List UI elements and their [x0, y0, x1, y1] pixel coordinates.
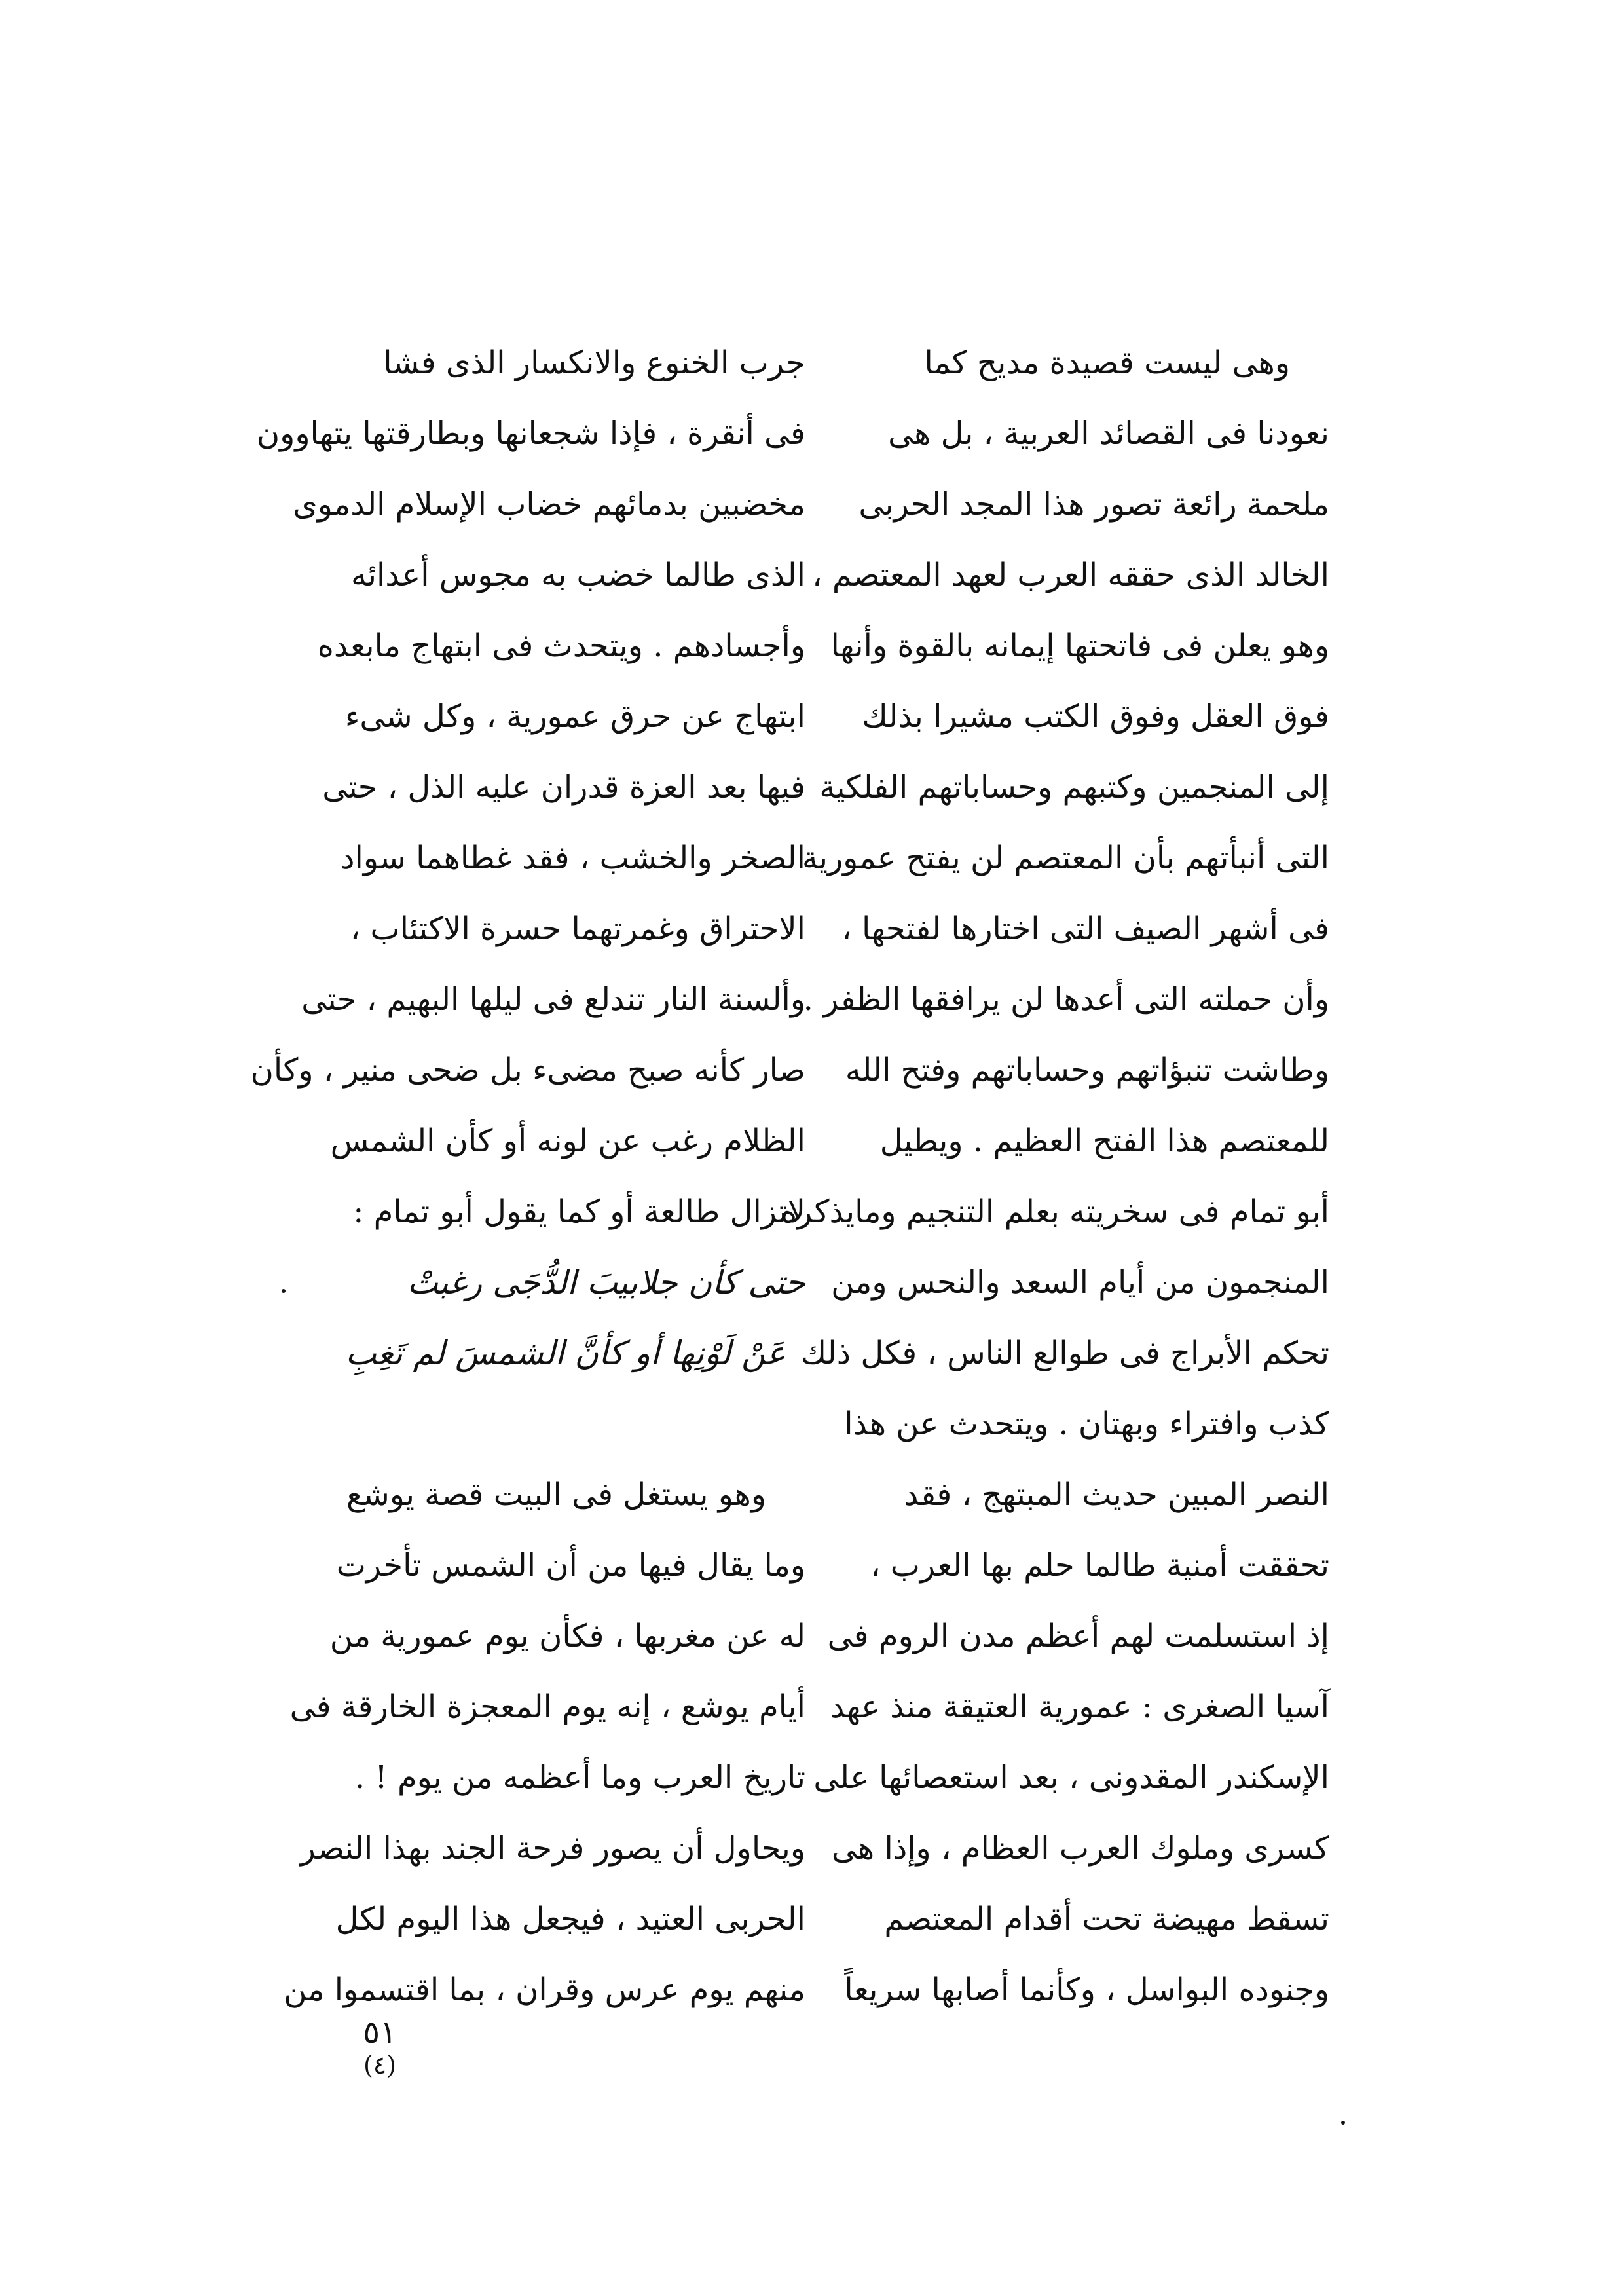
text-line: تاريخ العرب وما أعظمه من يوم ! .: [354, 1759, 805, 1796]
page-number-value: ٥١: [363, 2014, 397, 2051]
text-line: وهو يستغل فى البيت قصة يوشع: [346, 1476, 766, 1513]
text-line: وما يقال فيها من أن الشمس تأخرت: [336, 1547, 805, 1584]
scan-speck: [1341, 2121, 1345, 2125]
text-line: وأن حملته التى أعدها لن يرافقها الظفر .: [803, 981, 1329, 1018]
text-line: الإسكندر المقدونى ، بعد استعصائها على: [813, 1759, 1329, 1796]
text-line: التى أنبأتهم بأن المعتصم لن يفتح عمورية: [802, 840, 1329, 876]
verse-line-first: حتى كأن جلابيبَ الدُّجَى رغبتْ: [407, 1263, 805, 1301]
text-line: الظلام رغب عن لونه أو كأن الشمس: [330, 1123, 805, 1159]
text-line: إذ استسلمت لهم أعظم مدن الروم فى: [827, 1618, 1329, 1654]
text-line: وطاشت تنبؤاتهم وحساباتهم وفتح الله: [845, 1052, 1329, 1089]
text-line: تحققت أمنية طالما حلم بها العرب ،: [870, 1547, 1329, 1584]
text-line: فيها بعد العزة قدران عليه الذل ، حتى: [322, 769, 805, 806]
text-line: كسرى وملوك العرب العظام ، وإذا هى: [831, 1830, 1329, 1867]
text-line: مخضبين بدمائهم خضاب الإسلام الدموى: [293, 486, 805, 523]
text-line: الحربى العتيد ، فيجعل هذا اليوم لكل: [335, 1901, 805, 1937]
text-line: وهو يعلن فى فاتحتها إيمانه بالقوة وأنها: [830, 627, 1329, 664]
text-line: ويحاول أن يصور فرحة الجند بهذا النصر: [300, 1830, 805, 1867]
text-line: المنجمون من أيام السعد والنحس ومن: [831, 1264, 1329, 1301]
text-line: آسيا الصغرى : عمورية العتيقة منذ عهد: [830, 1689, 1329, 1725]
signature-mark: (٤): [363, 2051, 397, 2080]
text-line: النصر المبين حديث المبتهج ، فقد: [904, 1476, 1329, 1513]
text-line: الصخر والخشب ، فقد غطاهما سواد: [341, 840, 805, 876]
text-line: الذى طالما خضب به مجوس أعدائه: [350, 557, 805, 593]
text-line: إلى المنجمين وكتبهم وحساباتهم الفلكية: [819, 769, 1329, 806]
text-line: ملحمة رائعة تصور هذا المجد الحربى: [858, 486, 1329, 523]
page-number: [341, 2014, 419, 2080]
text-line: أبو تمام فى سخريته بعلم التنجيم ومايذكره: [781, 1193, 1329, 1230]
text-line: تحكم الأبراج فى طوالع الناس ، فكل ذلك: [800, 1335, 1329, 1371]
text-line: فى أنقرة ، فإذا شجعانها وبطارقتها يتهاوون: [256, 415, 805, 452]
text-line: لاتزال طالعة أو كما يقول أبو تمام :: [353, 1193, 805, 1230]
text-line: وأجسادهم . ويتحدث فى ابتهاج مابعده: [317, 627, 805, 664]
text-line: أيام يوشع ، إنه يوم المعجزة الخارقة فى: [289, 1689, 805, 1725]
text-line: جرب الخنوع والانكسار الذى فشا: [383, 345, 805, 381]
text-line: له عن مغربها ، فكأن يوم عمورية من: [329, 1618, 805, 1654]
text-line: وألسنة النار تندلع فى ليلها البهيم ، حتى: [301, 981, 805, 1018]
text-line: صار كأنه صبح مضىء بل ضحى منير ، وكأن: [250, 1052, 805, 1089]
paragraph-gap: [308, 1389, 805, 1459]
text-line: نعودنا فى القصائد العربية ، بل هى: [888, 415, 1329, 452]
left-text-column: [250, 327, 805, 2025]
text-line: وهى ليست قصيدة مديح كما: [924, 345, 1290, 381]
right-text-column: [781, 327, 1329, 2025]
text-line: منهم يوم عرس وقران ، بما اقتسموا من: [284, 1971, 805, 2008]
text-line: للمعتصم هذا الفتح العظيم . ويطيل: [879, 1123, 1329, 1159]
text-line: ابتهاج عن حرق عمورية ، وكل شىء: [344, 698, 805, 735]
text-line: وجنوده البواسل ، وكأنما أصابها سريعاً: [844, 1971, 1329, 2008]
text-line: كذب وافتراء وبهتان . ويتحدث عن هذا: [844, 1406, 1329, 1442]
text-line: فوق العقل وفوق الكتب مشيرا بذلك: [862, 698, 1329, 735]
text-line: تسقط مهيضة تحت أقدام المعتصم: [884, 1901, 1329, 1937]
verse-line-second: عَنْ لَوْنِها أو كأنَّ الشمسَ لم تَغِبِ: [345, 1334, 786, 1372]
text-line: الاحتراق وغمرتهما حسرة الاكتئاب ،: [350, 910, 805, 947]
text-line: فى أشهر الصيف التى اختارها لفتحها ،: [841, 910, 1329, 947]
text-line: الخالد الذى حققه العرب لعهد المعتصم ،: [812, 557, 1329, 593]
scan-speck: [282, 1289, 286, 1293]
